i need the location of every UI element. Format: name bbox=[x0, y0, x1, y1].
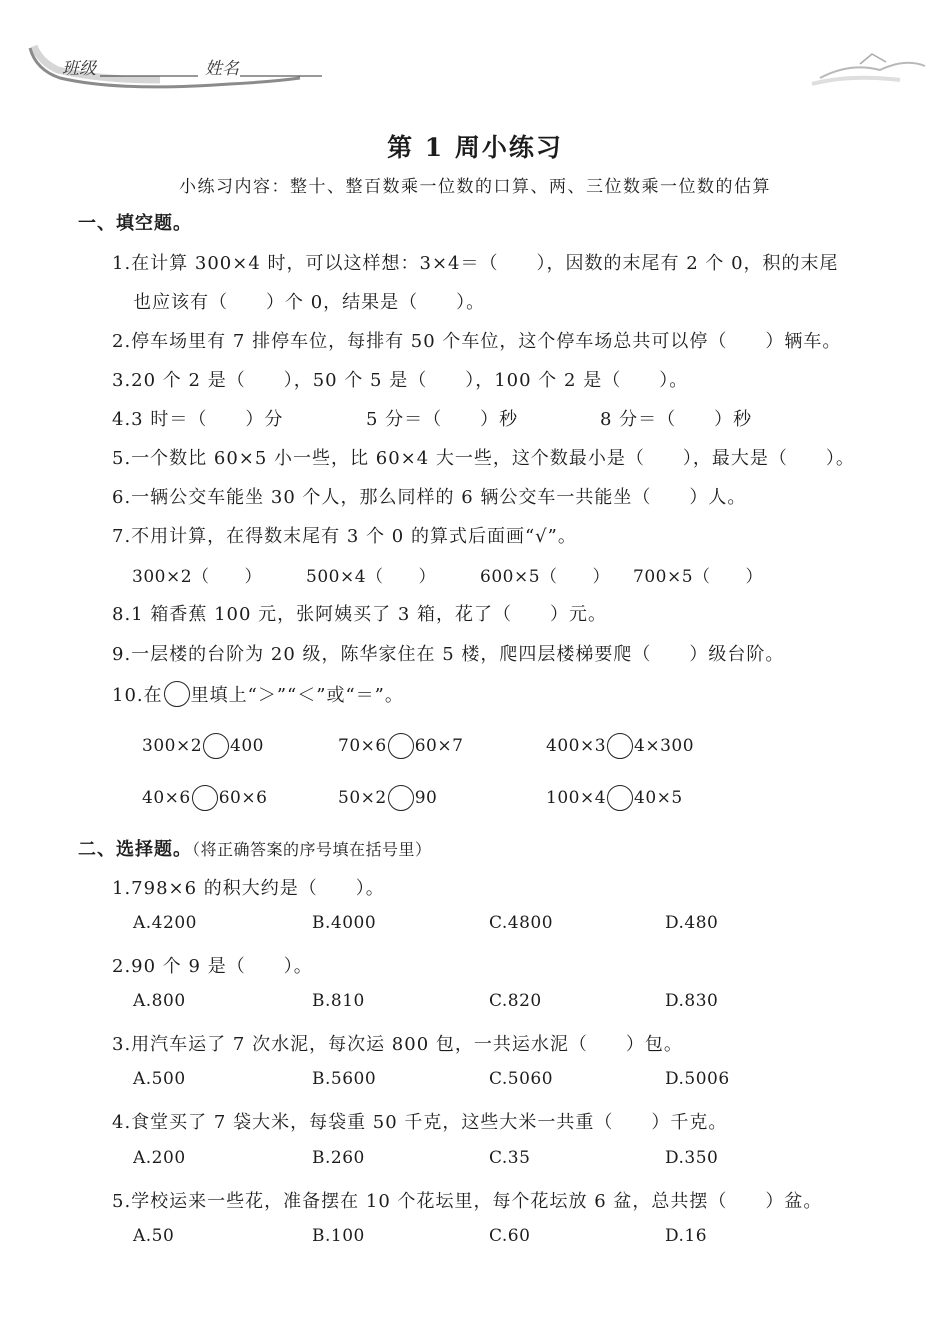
question-6: 6.一辆公交车能坐 30 个人，那么同样的 6 辆公交车一共能坐（ ）人。 bbox=[112, 487, 747, 508]
compare-circle-icon[interactable] bbox=[203, 733, 229, 759]
option-d[interactable]: D.5006 bbox=[665, 1069, 730, 1089]
question-10 bbox=[112, 681, 404, 707]
question-4-part-3: 8 分＝（ ）秒 bbox=[600, 409, 753, 430]
choice-question-4: 4.食堂买了 7 袋大米，每袋重 50 千克，这些大米一共重（ ）千克。 bbox=[112, 1112, 728, 1133]
option-c[interactable]: C.60 bbox=[489, 1226, 531, 1246]
compare-right: 60×6 bbox=[218, 788, 268, 808]
compare-item bbox=[338, 785, 437, 811]
choice-question-5: 5.学校运来一些花，准备摆在 10 个花坛里，每个花坛放 6 盆，总共摆（ ）盆。 bbox=[112, 1191, 823, 1212]
compare-item bbox=[546, 785, 683, 811]
question-8: 8.1 箱香蕉 100 元，张阿姨买了 3 箱，花了（ ）元。 bbox=[112, 604, 608, 625]
compare-left: 70×6 bbox=[338, 736, 387, 756]
blank-circle-icon bbox=[164, 681, 190, 707]
option-b[interactable]: B.260 bbox=[312, 1148, 365, 1168]
option-a[interactable]: A.200 bbox=[133, 1148, 186, 1168]
option-c[interactable]: C.5060 bbox=[489, 1069, 554, 1089]
compare-right: 60×7 bbox=[414, 736, 464, 756]
compare-circle-icon[interactable] bbox=[388, 733, 414, 759]
section-2-title: 二、选择题。 bbox=[78, 839, 192, 860]
compare-left: 40×6 bbox=[142, 788, 191, 808]
compare-circle-icon[interactable] bbox=[192, 785, 218, 811]
option-a[interactable]: A.500 bbox=[133, 1069, 186, 1089]
option-d[interactable]: D.830 bbox=[665, 991, 719, 1011]
question-10-prefix: 10.在 bbox=[112, 685, 163, 706]
question-7-item: 300×2（ ） bbox=[132, 567, 263, 587]
option-d[interactable]: D.350 bbox=[665, 1148, 719, 1168]
compare-circle-icon[interactable] bbox=[607, 733, 633, 759]
question-3: 3.20 个 2 是（ ），50 个 5 是（ ），100 个 2 是（ ）。 bbox=[112, 370, 689, 391]
class-label: 班级 bbox=[62, 59, 96, 79]
question-5: 5.一个数比 60×5 小一些，比 60×4 大一些，这个数最小是（ ），最大是（ ）。 bbox=[112, 448, 855, 469]
section-heading-fill-blank: 一、填空题。 bbox=[78, 213, 192, 234]
compare-right: 90 bbox=[414, 788, 438, 808]
choice-question-1: 1.798×6 的积大约是（ ）。 bbox=[112, 878, 385, 899]
option-b[interactable]: B.5600 bbox=[312, 1069, 377, 1089]
question-4-part-1: 4.3 时＝（ ）分 bbox=[112, 409, 284, 430]
option-a[interactable]: A.4200 bbox=[133, 913, 197, 933]
question-2: 2.停车场里有 7 排停车位，每排有 50 个车位，这个停车场总共可以停（ ）辆车。 bbox=[112, 331, 842, 352]
compare-item bbox=[142, 733, 264, 759]
option-c[interactable]: C.4800 bbox=[489, 913, 554, 933]
compare-left: 400×3 bbox=[546, 736, 607, 756]
option-b[interactable]: B.810 bbox=[312, 991, 365, 1011]
option-a[interactable]: A.50 bbox=[133, 1226, 175, 1246]
question-7-item: 700×5（ ） bbox=[633, 567, 764, 587]
question-10-suffix: 里填上“＞”“＜”或“＝”。 bbox=[190, 685, 404, 706]
compare-left: 300×2 bbox=[142, 736, 203, 756]
page-subtitle: 小练习内容：整十、整百数乘一位数的口算、两、三位数乘一位数的估算 bbox=[179, 177, 771, 197]
question-1-line-1: 1.在计算 300×4 时，可以这样想：3×4＝（ ），因数的末尾有 2 个 0，积的末尾 bbox=[112, 253, 839, 274]
question-7: 7.不用计算，在得数末尾有 3 个 0 的算式后面画“√”。 bbox=[112, 526, 577, 547]
compare-circle-icon[interactable] bbox=[388, 785, 414, 811]
question-1-line-2: 也应该有（ ）个 0，结果是（ ）。 bbox=[133, 292, 486, 313]
section-heading-multiple-choice bbox=[78, 835, 432, 861]
compare-right: 40×5 bbox=[634, 788, 683, 808]
option-a[interactable]: A.800 bbox=[133, 991, 186, 1011]
option-d[interactable]: D.480 bbox=[665, 913, 719, 933]
option-c[interactable]: C.35 bbox=[489, 1148, 531, 1168]
option-c[interactable]: C.820 bbox=[489, 991, 542, 1011]
name-label: 姓名 bbox=[205, 59, 239, 79]
question-9: 9.一层楼的台阶为 20 级，陈华家住在 5 楼，爬四层楼梯要爬（ ）级台阶。 bbox=[112, 644, 785, 665]
compare-right: 4×300 bbox=[634, 736, 695, 756]
compare-left: 100×4 bbox=[546, 788, 607, 808]
compare-item bbox=[546, 733, 694, 759]
compare-item bbox=[142, 785, 267, 811]
compare-left: 50×2 bbox=[338, 788, 387, 808]
page-title: 第 1 周小练习 bbox=[387, 133, 563, 162]
question-7-item: 600×5（ ） bbox=[480, 567, 611, 587]
option-d[interactable]: D.16 bbox=[665, 1226, 708, 1246]
compare-circle-icon[interactable] bbox=[607, 785, 633, 811]
compare-item bbox=[338, 733, 463, 759]
section-2-note: （将正确答案的序号填在括号里） bbox=[192, 840, 432, 859]
header-ink-decoration bbox=[0, 0, 950, 110]
choice-question-3: 3.用汽车运了 7 次水泥，每次运 800 包，一共运水泥（ ）包。 bbox=[112, 1034, 683, 1055]
compare-right: 400 bbox=[230, 736, 264, 756]
option-b[interactable]: B.4000 bbox=[312, 913, 377, 933]
question-4-part-2: 5 分＝（ ）秒 bbox=[366, 409, 519, 430]
question-7-item: 500×4（ ） bbox=[306, 567, 437, 587]
choice-question-2: 2.90 个 9 是（ ）。 bbox=[112, 956, 313, 977]
option-b[interactable]: B.100 bbox=[312, 1226, 365, 1246]
